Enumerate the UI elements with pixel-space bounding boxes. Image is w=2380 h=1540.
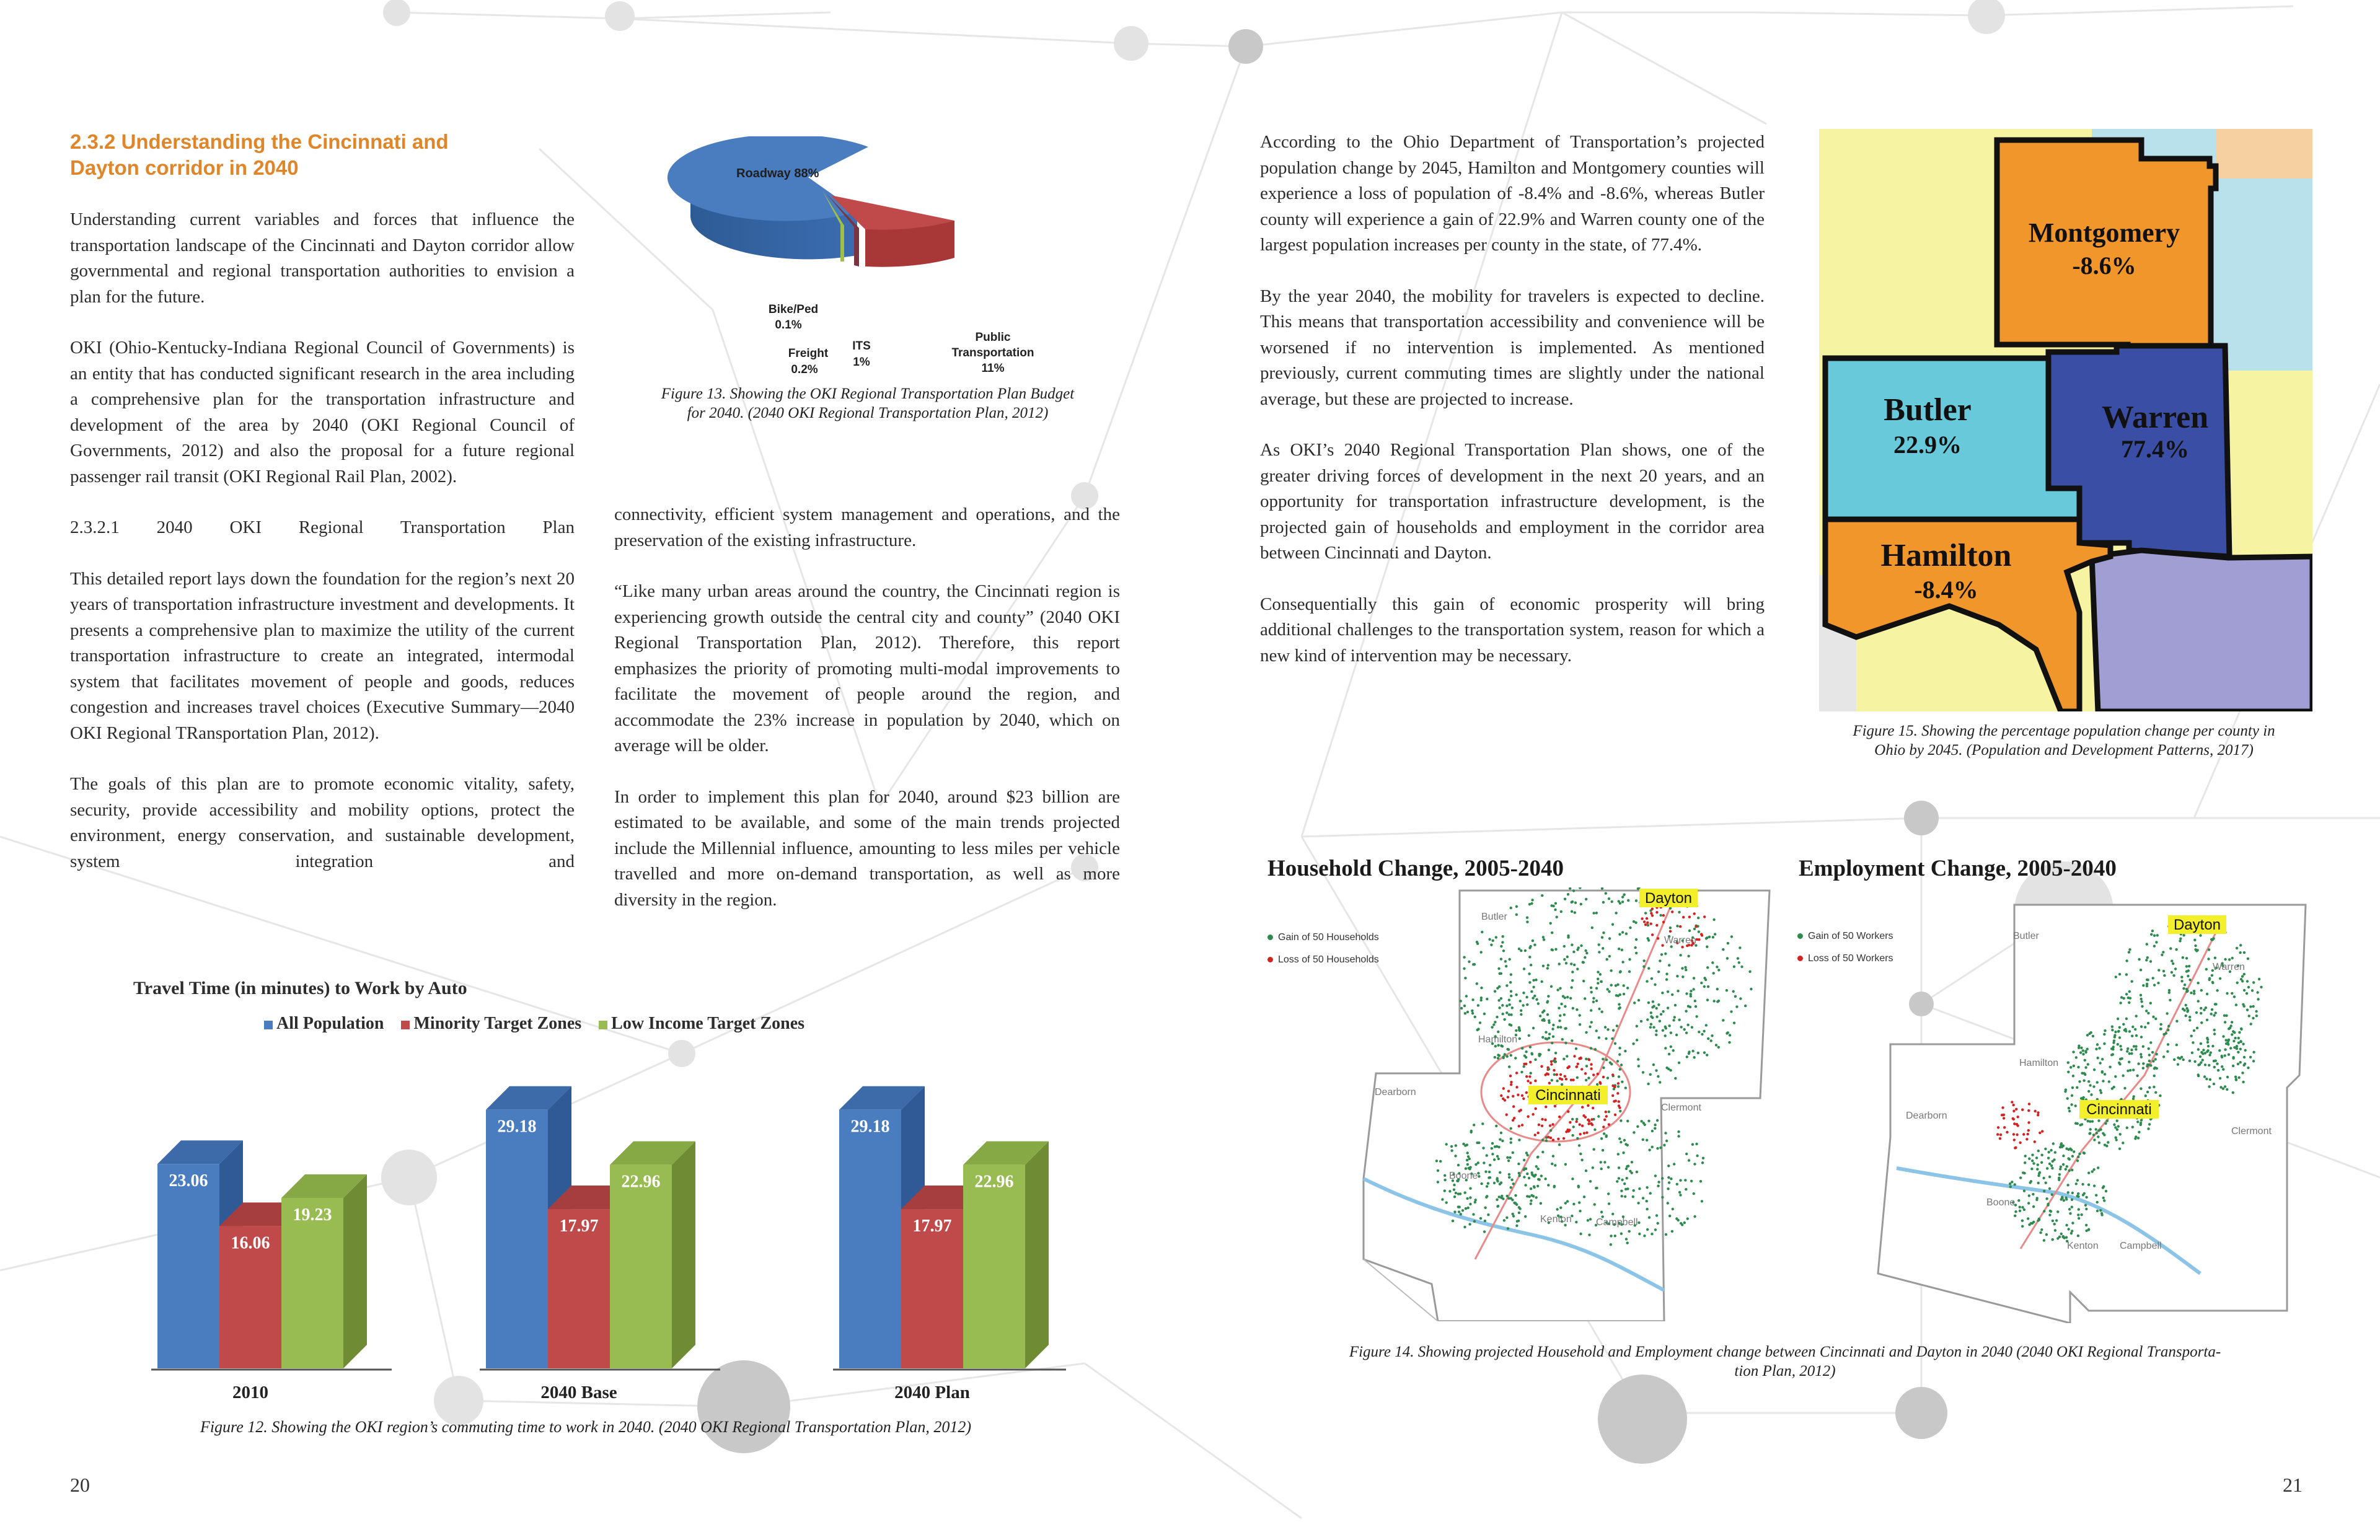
town-hamilton: Hamilton (1478, 1034, 1518, 1045)
budget-pie-chart (645, 136, 1091, 384)
town-boone: Boone (1986, 1197, 2016, 1208)
fig13-caption-line-1: Figure 13. Showing the OKI Regional Transportation Plan Budget (661, 385, 1075, 402)
paragraph: “Like many urban areas around the country, the Cincinnati region is experiencing growth outside the central city and county” (2040 OKI Regional Transportation Plan, 2012). Therefore, this report emphasizes the priority of promoting multi-modal improvements to facilitate the movement of people around the region, and accommodate the 23% increase in population by 2040, which on average will be older. (614, 581, 1120, 755)
county-label-warren: Warren (2101, 400, 2209, 435)
bar-value-label: 19.23 (293, 1205, 332, 1225)
pie-label-freight: Freight (788, 347, 829, 360)
employment-change-map (1853, 902, 2312, 1323)
paragraph: Understanding current variables and forces that influence the transportation landscape of the Cincinnati and Dayton corridor allow governmental and regional transportation authorities to envision a plan for the future. (70, 209, 575, 307)
county-label-butler: Butler (1884, 392, 1972, 428)
county-value-montgomery: -8.6% (2072, 252, 2136, 279)
bar-value-label: 23.06 (169, 1171, 208, 1191)
pie-label-its: ITS (852, 340, 871, 353)
town-kenton: Kenton (2067, 1241, 2099, 1251)
bar-side (672, 1142, 695, 1368)
fig13-caption (607, 384, 1128, 423)
bar-value-label: 22.96 (974, 1172, 1014, 1192)
pie-label-roadway: Roadway 88% (736, 167, 819, 180)
legend-loss: Loss of 50 Households (1267, 954, 1379, 966)
fig13-caption-line-2: for 2040. (2040 OKI Regional Transportation Plan, 2012) (687, 405, 1049, 421)
paragraph: By the year 2040, the mobility for travelers is expected to decline. This means that transportation accessibility and convenience will be worsened if no intervention is implemented. As mentioned previously, current commuting times are slightly under the national average, but these are projected to increase. (1260, 286, 1765, 409)
bar-chart-title: Travel Time (in minutes) to Work by Auto (133, 978, 467, 998)
legend-item-minority (401, 1014, 581, 1034)
fig15-caption (1797, 721, 2330, 760)
fig14-caption-line-2: tion Plan, 2012) (1734, 1363, 1836, 1379)
city-label-dayton: Dayton (1644, 890, 1693, 907)
town-boone: Boone (1449, 1171, 1478, 1181)
legend-item-low-income (599, 1014, 804, 1034)
section-heading (70, 129, 578, 181)
city-label-cincinnati: Cincinnati (2086, 1101, 2152, 1118)
legend-label: All Population (276, 1014, 384, 1033)
legend-gain: Gain of 50 Workers (1797, 931, 1893, 942)
fig14-caption (1258, 1342, 2312, 1381)
bar-chart-legend (264, 1014, 804, 1034)
travel-time-bar-chart (124, 1047, 1066, 1407)
fig12-caption: Figure 12. Showing the OKI region’s commuting time to work in 2040. (2040 OKI Regional Transportation Plan, 2012) (200, 1418, 972, 1436)
legend-item-all-population (264, 1014, 384, 1034)
middle-text-column (614, 502, 1120, 938)
town-butler: Butler (2013, 931, 2039, 941)
paragraph: This detailed report lays down the foundation for the region’s next 20 years of transportation infrastructure investment and developments. It presents a comprehensive plan to maximize the utility of the current transportation infrastructure to create an integrated, intermodal system that facilitates movement of people and goods, reduces congestion and increases travel choices (Executive Summary—2040 OKI Regional TRansportation Plan, 2012). (70, 568, 575, 743)
bar-side (343, 1174, 367, 1368)
bar (963, 1165, 1025, 1368)
legend-label: Low Income Target Zones (611, 1014, 805, 1033)
town-butler: Butler (1481, 912, 1507, 922)
bar (486, 1110, 548, 1368)
county-value-butler: 22.9% (1893, 431, 1962, 459)
county-label-montgomery: Montgomery (2028, 218, 2180, 248)
fig14-caption-line-1: Figure 14. Showing projected Household and Employment change between Cincinnati and Dayton in 2040 (2040 OKI Regional Transporta- (1349, 1344, 2221, 1360)
pie-label-bike-ped-value: 0.1% (775, 319, 802, 332)
fig15-caption-line-1: Figure 15. Showing the percentage population change per county in (1853, 723, 2275, 739)
paragraph: As OKI’s 2040 Regional Transportation Plan shows, one of the greater driving forces of development in the next 20 years, and an opportunity for transportation infrastructure development, is the projected gain of households and employment in the corridor area between Cincinnati and Dayton. (1260, 440, 1765, 563)
city-label-cincinnati: Cincinnati (1535, 1087, 1601, 1104)
town-dearborn: Dearborn (1375, 1087, 1416, 1098)
town-hamilton: Hamilton (2019, 1058, 2059, 1068)
category-label: 2010 (232, 1383, 268, 1402)
legend-gain: Gain of 50 Households (1267, 932, 1379, 943)
county-population-map (1819, 129, 2312, 711)
pie-label-freight-value: 0.2% (791, 363, 818, 376)
employment-map-title: Employment Change, 2005-2040 (1799, 856, 2117, 881)
town-kenton: Kenton (1540, 1214, 1572, 1225)
bar-side (1025, 1142, 1049, 1368)
town-clermont: Clermont (2231, 1126, 2272, 1137)
bar (610, 1165, 672, 1368)
heading-line-2: Dayton corridor in 2040 (70, 156, 299, 179)
right-text-column (1260, 130, 1765, 694)
paragraph: In order to implement this plan for 2040, around $23 billion are estimated to be available, and some of the main trends projected include the Millennial influence, amounting to less miles per vehicle travelled and more on-demand transportation, as well as more diversity in the region. (614, 786, 1120, 910)
county-value-hamilton: -8.4% (1914, 576, 1978, 604)
household-change-map (1326, 887, 1773, 1321)
subsection-heading: 2.3.2.1 2040 OKI Regional Transportation Plan (70, 517, 575, 537)
legend-label: Minority Target Zones (413, 1014, 582, 1033)
pie-label-bike-ped: Bike/Ped (768, 303, 819, 316)
pie-label-public-value: 11% (981, 362, 1005, 375)
page-number-left: 20 (70, 1474, 90, 1496)
town-warren: Warren (1664, 935, 1696, 946)
pie-label-public-line2: Transportation (951, 346, 1034, 359)
city-label-dayton: Dayton (2173, 917, 2221, 933)
paragraph: The goals of this plan are to promote economic vitality, safety, security, provide accessibility and mobility options, protect the environment, energy conservation, and sustainable development, system integration and (70, 774, 575, 871)
paragraph: Consequentially this gain of economic prosperity will bring additional challenges to the transportation system, reason for which a new kind of intervention may be necessary. (1260, 594, 1765, 666)
bar-value-label: 29.18 (850, 1117, 890, 1137)
category-label: 2040 Plan (894, 1383, 970, 1402)
fig15-caption-line-2: Ohio by 2045. (Population and Development Patterns, 2017) (1874, 742, 2254, 759)
bar-value-label: 22.96 (621, 1172, 661, 1192)
bar-value-label: 17.97 (559, 1217, 599, 1236)
paragraph: OKI (Ohio-Kentucky-Indiana Regional Council of Governments) is an entity that has conducted significant research in the area including a comprehensive plan for the transportation infrastructure and development of the area by 2040 (OKI Regional Council of Governments, 2012) and also the proposal for a future regional passenger rail transit (OKI Regional Rail Plan, 2002). (70, 338, 575, 486)
town-warren: Warren (2213, 962, 2245, 972)
county-label-hamilton: Hamilton (1880, 538, 2012, 573)
county-value-warren: 77.4% (2121, 435, 2189, 463)
paragraph: According to the Ohio Department of Transportation’s projected population change by 2045, Hamilton and Montgomery counties will experience a loss of population of -8.4% and -8.6%, whereas Butler county will experience a gain of 22.9% and Warren county one of the largest population increases per county in the state, of 77.4%. (1260, 132, 1765, 255)
bar-value-label: 29.18 (497, 1117, 537, 1137)
pie-label-its-value: 1% (853, 356, 870, 369)
pie-label-public: Public (975, 331, 1011, 344)
page-number-right: 21 (2283, 1474, 2303, 1496)
category-label: 2040 Base (540, 1383, 617, 1402)
heading-line-1: 2.3.2 Understanding the Cincinnati and (70, 130, 449, 153)
town-dearborn: Dearborn (1906, 1111, 1947, 1121)
bar-value-label: 16.06 (231, 1233, 270, 1253)
left-text-column (70, 207, 575, 900)
town-campbell: Campbell (2120, 1241, 2162, 1251)
town-campbell: Campbell (1596, 1217, 1638, 1228)
town-clermont: Clermont (1661, 1102, 1701, 1113)
county-clermont (2092, 550, 2312, 711)
bar (839, 1110, 901, 1368)
legend-loss: Loss of 50 Workers (1797, 953, 1893, 964)
household-map-title: Household Change, 2005-2040 (1267, 856, 1564, 881)
bar-value-label: 17.97 (912, 1217, 952, 1236)
paragraph: connectivity, efficient system management and operations, and the preservation of the existing infrastructure. (614, 504, 1120, 550)
bar (157, 1164, 219, 1368)
